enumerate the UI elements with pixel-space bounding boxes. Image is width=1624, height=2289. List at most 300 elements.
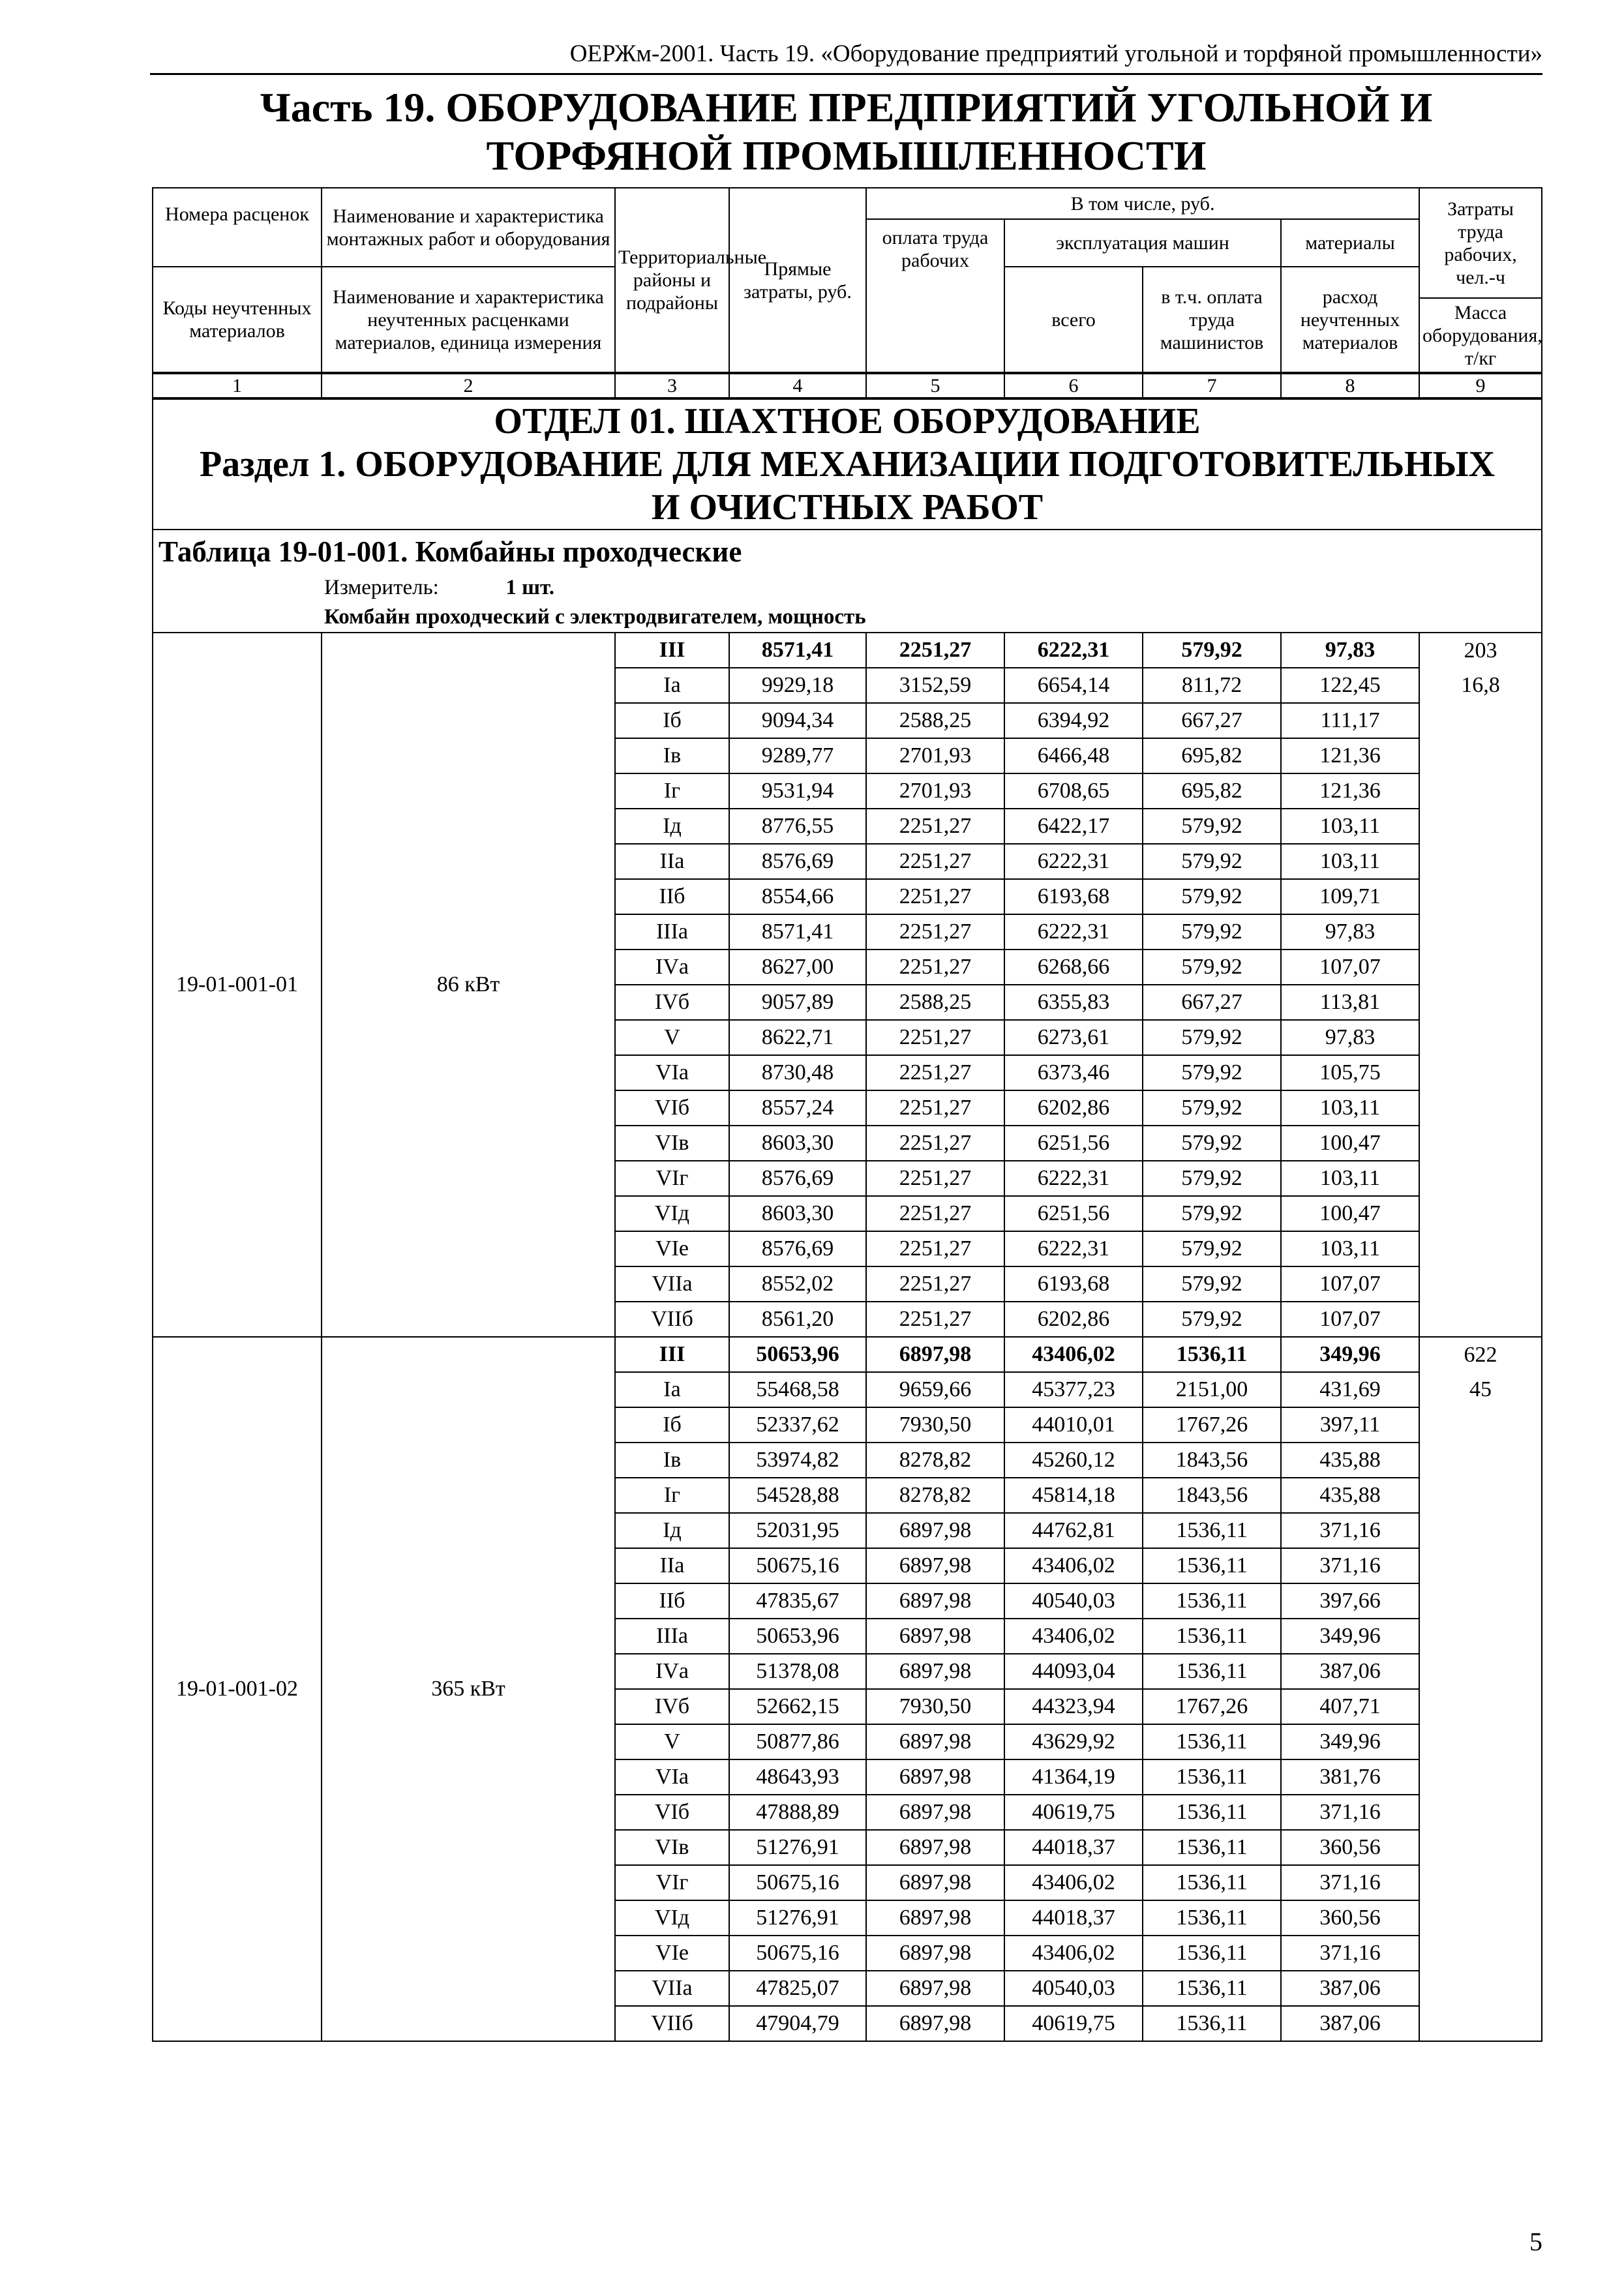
part-title-line-2: ТОРФЯНОЙ ПРОМЫШЛЕННОСТИ (486, 132, 1207, 179)
machines-total-cell: 44010,01 (1004, 1407, 1143, 1443)
part-title (150, 83, 1542, 180)
empty-cell (1419, 1478, 1542, 1513)
district-cell: Iа (615, 1372, 729, 1407)
machinist-pay-cell: 2151,00 (1143, 1372, 1281, 1407)
direct-costs-cell: 47825,07 (729, 1971, 866, 2006)
district-cell: Iа (615, 668, 729, 703)
direct-costs-cell: 8622,71 (729, 1020, 866, 1055)
materials-cell: 360,56 (1281, 1830, 1419, 1865)
district-cell: VIIб (615, 1302, 729, 1337)
worker-pay-cell: 2251,27 (866, 950, 1004, 985)
division-title-line-2: И ОЧИСТНЫХ РАБОТ (651, 487, 1044, 528)
direct-costs-cell: 9531,94 (729, 773, 866, 809)
district-cell: VIIа (615, 1971, 729, 2006)
column-numbers-row (153, 373, 1542, 398)
district-cell: VIв (615, 1830, 729, 1865)
worker-pay-cell: 2251,27 (866, 1196, 1004, 1231)
machinist-pay-cell: 579,92 (1143, 809, 1281, 844)
materials-cell: 109,71 (1281, 879, 1419, 914)
district-cell: VIа (615, 1759, 729, 1795)
worker-pay-cell: 2588,25 (866, 985, 1004, 1020)
table-row (153, 633, 1542, 668)
worker-pay-cell: 6897,98 (866, 1900, 1004, 1936)
direct-costs-cell: 8571,41 (729, 633, 866, 668)
materials-cell: 387,06 (1281, 1654, 1419, 1689)
direct-costs-cell: 47904,79 (729, 2006, 866, 2041)
col-header-including: В том числе, руб. (866, 188, 1419, 219)
labor-cost: 622 (1419, 1337, 1542, 1372)
direct-costs-cell: 50675,16 (729, 1865, 866, 1900)
materials-cell: 349,96 (1281, 1724, 1419, 1759)
district-cell: V (615, 1020, 729, 1055)
empty-cell (1419, 950, 1542, 985)
materials-cell: 107,07 (1281, 1302, 1419, 1337)
machinist-pay-cell: 1536,11 (1143, 1619, 1281, 1654)
machines-total-cell: 40540,03 (1004, 1971, 1143, 2006)
worker-pay-cell: 2251,27 (866, 809, 1004, 844)
direct-costs-cell: 8576,69 (729, 844, 866, 879)
direct-costs-cell: 54528,88 (729, 1478, 866, 1513)
machinist-pay-cell: 579,92 (1143, 1055, 1281, 1090)
machinist-pay-cell: 1536,11 (1143, 1724, 1281, 1759)
worker-pay-cell: 6897,98 (866, 1936, 1004, 1971)
materials-cell: 371,16 (1281, 1865, 1419, 1900)
machines-total-cell: 6273,61 (1004, 1020, 1143, 1055)
district-cell: Iд (615, 809, 729, 844)
materials-cell: 387,06 (1281, 1971, 1419, 2006)
district-cell: IIа (615, 1548, 729, 1583)
machines-total-cell: 43406,02 (1004, 1936, 1143, 1971)
machines-total-cell: 6222,31 (1004, 633, 1143, 668)
materials-cell: 371,16 (1281, 1936, 1419, 1971)
machinist-pay-cell: 1843,56 (1143, 1443, 1281, 1478)
column-number: 6 (1004, 373, 1143, 398)
worker-pay-cell: 2251,27 (866, 1090, 1004, 1126)
district-cell: IIIа (615, 1619, 729, 1654)
empty-cell (1419, 1724, 1542, 1759)
worker-pay-cell: 3152,59 (866, 668, 1004, 703)
machinist-pay-cell: 1536,11 (1143, 1548, 1281, 1583)
materials-cell: 121,36 (1281, 773, 1419, 809)
machines-total-cell: 6222,31 (1004, 914, 1143, 950)
col-header-worker-pay: оплата труда рабочих (866, 219, 1004, 373)
machines-total-cell: 6394,92 (1004, 703, 1143, 738)
col-header-machine-operation: эксплуатация машин (1004, 219, 1281, 267)
district-cell: VIг (615, 1161, 729, 1196)
direct-costs-cell: 48643,93 (729, 1759, 866, 1795)
machinist-pay-cell: 667,27 (1143, 985, 1281, 1020)
direct-costs-cell: 47835,67 (729, 1583, 866, 1619)
machines-total-cell: 40540,03 (1004, 1583, 1143, 1619)
direct-costs-cell: 9289,77 (729, 738, 866, 773)
table-row (153, 1337, 1542, 1372)
machines-total-cell: 43406,02 (1004, 1619, 1143, 1654)
empty-cell (1419, 1971, 1542, 2006)
empty-cell (1419, 2006, 1542, 2041)
empty-cell (1419, 1443, 1542, 1478)
district-cell: IIIа (615, 914, 729, 950)
materials-cell: 100,47 (1281, 1126, 1419, 1161)
empty-cell (1419, 1900, 1542, 1936)
district-cell: IVб (615, 985, 729, 1020)
empty-cell (1419, 1407, 1542, 1443)
direct-costs-cell: 9929,18 (729, 668, 866, 703)
worker-pay-cell: 2701,93 (866, 738, 1004, 773)
direct-costs-cell: 52662,15 (729, 1689, 866, 1724)
machines-total-cell: 6373,46 (1004, 1055, 1143, 1090)
direct-costs-cell: 8627,00 (729, 950, 866, 985)
worker-pay-cell: 6897,98 (866, 1548, 1004, 1583)
empty-cell (1419, 1090, 1542, 1126)
empty-cell (1419, 1689, 1542, 1724)
worker-pay-cell: 6897,98 (866, 1795, 1004, 1830)
column-number: 3 (615, 373, 729, 398)
district-cell: VIIб (615, 2006, 729, 2041)
col-header-materials: материалы (1281, 219, 1419, 267)
materials-cell: 407,71 (1281, 1689, 1419, 1724)
equipment-power: 86 кВт (322, 633, 615, 1337)
empty-cell (1419, 985, 1542, 1020)
col-header-machinist-pay: в т.ч. оплата труда машинистов (1143, 267, 1281, 373)
empty-cell (1419, 1161, 1542, 1196)
empty-cell (1419, 1548, 1542, 1583)
col-header-work-name: Наименование и характеристика монтажных работ и оборудования (322, 188, 615, 267)
machinist-pay-cell: 579,92 (1143, 1020, 1281, 1055)
header-divider (150, 73, 1542, 75)
district-cell: IIб (615, 1583, 729, 1619)
machinist-pay-cell: 579,92 (1143, 1196, 1281, 1231)
worker-pay-cell: 6897,98 (866, 1619, 1004, 1654)
col-header-rate-numbers: Номера расценок (153, 188, 322, 267)
worker-pay-cell: 8278,82 (866, 1478, 1004, 1513)
direct-costs-cell: 8730,48 (729, 1055, 866, 1090)
worker-pay-cell: 7930,50 (866, 1689, 1004, 1724)
machines-total-cell: 44018,37 (1004, 1900, 1143, 1936)
empty-cell (1419, 879, 1542, 914)
materials-cell: 97,83 (1281, 633, 1419, 668)
worker-pay-cell: 6897,98 (866, 1583, 1004, 1619)
materials-cell: 103,11 (1281, 844, 1419, 879)
materials-cell: 97,83 (1281, 914, 1419, 950)
empty-cell (1419, 1795, 1542, 1830)
machines-total-cell: 41364,19 (1004, 1759, 1143, 1795)
district-cell: VIб (615, 1090, 729, 1126)
col-header-material-consumption: расход неучтенных материалов (1281, 267, 1419, 373)
machinist-pay-cell: 579,92 (1143, 1126, 1281, 1161)
worker-pay-cell: 9659,66 (866, 1372, 1004, 1407)
worker-pay-cell: 7930,50 (866, 1407, 1004, 1443)
materials-cell: 397,11 (1281, 1407, 1419, 1443)
empty-cell (1419, 1619, 1542, 1654)
department-title: ОТДЕЛ 01. ШАХТНОЕ ОБОРУДОВАНИЕ (494, 401, 1201, 441)
machinist-pay-cell: 1536,11 (1143, 2006, 1281, 2041)
machines-total-cell: 43629,92 (1004, 1724, 1143, 1759)
machinist-pay-cell: 579,92 (1143, 1231, 1281, 1266)
materials-cell: 105,75 (1281, 1055, 1419, 1090)
machinist-pay-cell: 579,92 (1143, 1090, 1281, 1126)
subheading-spacer (153, 602, 322, 633)
machines-total-cell: 6251,56 (1004, 1126, 1143, 1161)
direct-costs-cell: 47888,89 (729, 1795, 866, 1830)
division-title-line-1: Раздел 1. ОБОРУДОВАНИЕ ДЛЯ МЕХАНИЗАЦИИ ПОДГОТОВИТЕЛЬНЫХ (199, 444, 1496, 485)
empty-cell (1419, 809, 1542, 844)
direct-costs-cell: 8776,55 (729, 809, 866, 844)
worker-pay-cell: 6897,98 (866, 1654, 1004, 1689)
materials-cell: 97,83 (1281, 1020, 1419, 1055)
materials-cell: 111,17 (1281, 703, 1419, 738)
worker-pay-cell: 8278,82 (866, 1443, 1004, 1478)
machines-total-cell: 6193,68 (1004, 1266, 1143, 1302)
district-cell: Iг (615, 773, 729, 809)
machines-total-cell: 43406,02 (1004, 1548, 1143, 1583)
empty-cell (1419, 844, 1542, 879)
worker-pay-cell: 6897,98 (866, 1337, 1004, 1372)
machinist-pay-cell: 1536,11 (1143, 1900, 1281, 1936)
empty-cell (1419, 1865, 1542, 1900)
district-cell: Iв (615, 738, 729, 773)
direct-costs-cell: 51378,08 (729, 1654, 866, 1689)
district-cell: Iб (615, 703, 729, 738)
materials-cell: 113,81 (1281, 985, 1419, 1020)
column-number: 4 (729, 373, 866, 398)
column-number: 1 (153, 373, 322, 398)
district-cell: VIа (615, 1055, 729, 1090)
direct-costs-cell: 52031,95 (729, 1513, 866, 1548)
direct-costs-cell: 50653,96 (729, 1619, 866, 1654)
district-cell: VIд (615, 1900, 729, 1936)
district-cell: VIе (615, 1936, 729, 1971)
direct-costs-cell: 51276,91 (729, 1900, 866, 1936)
measure-value: 1 шт. (505, 575, 554, 599)
district-cell: VIв (615, 1126, 729, 1161)
machinist-pay-cell: 811,72 (1143, 668, 1281, 703)
machines-total-cell: 6222,31 (1004, 1231, 1143, 1266)
column-number: 7 (1143, 373, 1281, 398)
labor-cost: 203 (1419, 633, 1542, 668)
direct-costs-cell: 8554,66 (729, 879, 866, 914)
machines-total-cell: 44762,81 (1004, 1513, 1143, 1548)
machinist-pay-cell: 1536,11 (1143, 1830, 1281, 1865)
machinist-pay-cell: 1767,26 (1143, 1407, 1281, 1443)
machinist-pay-cell: 579,92 (1143, 1161, 1281, 1196)
machines-total-cell: 6222,31 (1004, 1161, 1143, 1196)
column-number: 9 (1419, 373, 1542, 398)
district-cell: Iд (615, 1513, 729, 1548)
machinist-pay-cell: 579,92 (1143, 879, 1281, 914)
machinist-pay-cell: 579,92 (1143, 1266, 1281, 1302)
machines-total-cell: 45260,12 (1004, 1443, 1143, 1478)
table-title: Таблица 19-01-001. Комбайны проходческие (153, 530, 1542, 573)
materials-cell: 431,69 (1281, 1372, 1419, 1407)
empty-cell (1419, 1654, 1542, 1689)
materials-cell: 360,56 (1281, 1900, 1419, 1936)
machines-total-cell: 44323,94 (1004, 1689, 1143, 1724)
machinist-pay-cell: 1536,11 (1143, 1759, 1281, 1795)
machines-total-cell: 6202,86 (1004, 1302, 1143, 1337)
district-cell: VIг (615, 1865, 729, 1900)
column-number: 2 (322, 373, 615, 398)
machinist-pay-cell: 667,27 (1143, 703, 1281, 738)
materials-cell: 349,96 (1281, 1337, 1419, 1372)
empty-cell (1419, 1055, 1542, 1090)
direct-costs-cell: 8557,24 (729, 1090, 866, 1126)
empty-cell (1419, 773, 1542, 809)
col-header-territorial-districts: Территориальные районы и подрайоны (615, 188, 729, 373)
equipment-power: 365 кВт (322, 1337, 615, 2041)
materials-cell: 435,88 (1281, 1443, 1419, 1478)
direct-costs-cell: 52337,62 (729, 1407, 866, 1443)
materials-cell: 103,11 (1281, 1090, 1419, 1126)
col-header-material-names: Наименование и характеристика неучтенных расценками материалов, единица измерения (322, 267, 615, 373)
worker-pay-cell: 2588,25 (866, 703, 1004, 738)
district-cell: VIIа (615, 1266, 729, 1302)
materials-cell: 397,66 (1281, 1583, 1419, 1619)
materials-cell: 103,11 (1281, 1231, 1419, 1266)
machinist-pay-cell: 695,82 (1143, 738, 1281, 773)
machines-total-cell: 44093,04 (1004, 1654, 1143, 1689)
direct-costs-cell: 51276,91 (729, 1830, 866, 1865)
direct-costs-cell: 55468,58 (729, 1372, 866, 1407)
district-cell: IVа (615, 1654, 729, 1689)
direct-costs-cell: 8576,69 (729, 1231, 866, 1266)
machines-total-cell: 6193,68 (1004, 879, 1143, 914)
empty-cell (1419, 1231, 1542, 1266)
district-cell: IIб (615, 879, 729, 914)
district-cell: IIа (615, 844, 729, 879)
worker-pay-cell: 2251,27 (866, 1231, 1004, 1266)
worker-pay-cell: 2701,93 (866, 773, 1004, 809)
materials-cell: 381,76 (1281, 1759, 1419, 1795)
equipment-mass: 45 (1419, 1372, 1542, 1407)
machinist-pay-cell: 1536,11 (1143, 1513, 1281, 1548)
district-cell: III (615, 1337, 729, 1372)
district-cell: Iв (615, 1443, 729, 1478)
materials-cell: 122,45 (1281, 668, 1419, 703)
empty-cell (1419, 1513, 1542, 1548)
machines-total-cell: 6268,66 (1004, 950, 1143, 985)
district-cell: III (615, 633, 729, 668)
worker-pay-cell: 2251,27 (866, 1266, 1004, 1302)
machinist-pay-cell: 1536,11 (1143, 1654, 1281, 1689)
materials-cell: 349,96 (1281, 1619, 1419, 1654)
worker-pay-cell: 2251,27 (866, 633, 1004, 668)
empty-cell (1419, 1936, 1542, 1971)
machinist-pay-cell: 1536,11 (1143, 1337, 1281, 1372)
running-header: ОЕРЖм-2001. Часть 19. «Оборудование предприятий угольной и торфяной промышленности» (569, 40, 1542, 67)
empty-cell (1419, 1583, 1542, 1619)
worker-pay-cell: 2251,27 (866, 879, 1004, 914)
machines-total-cell: 6355,83 (1004, 985, 1143, 1020)
direct-costs-cell: 8576,69 (729, 1161, 866, 1196)
direct-costs-cell: 8561,20 (729, 1302, 866, 1337)
machinist-pay-cell: 579,92 (1143, 1302, 1281, 1337)
col-header-labor-costs: Затраты труда рабочих, чел.-ч (1419, 188, 1542, 298)
materials-cell: 371,16 (1281, 1548, 1419, 1583)
direct-costs-cell: 9094,34 (729, 703, 866, 738)
machines-total-cell: 45377,23 (1004, 1372, 1143, 1407)
worker-pay-cell: 2251,27 (866, 1302, 1004, 1337)
machines-total-cell: 43406,02 (1004, 1337, 1143, 1372)
measure-spacer (153, 573, 322, 602)
column-number: 8 (1281, 373, 1419, 398)
section-heading (153, 398, 1542, 530)
empty-cell (1419, 1020, 1542, 1055)
direct-costs-cell: 50675,16 (729, 1548, 866, 1583)
worker-pay-cell: 2251,27 (866, 1126, 1004, 1161)
materials-cell: 435,88 (1281, 1478, 1419, 1513)
worker-pay-cell: 6897,98 (866, 1971, 1004, 2006)
machines-total-cell: 6422,17 (1004, 809, 1143, 844)
worker-pay-cell: 2251,27 (866, 844, 1004, 879)
worker-pay-cell: 6897,98 (866, 1865, 1004, 1900)
district-cell: Iб (615, 1407, 729, 1443)
worker-pay-cell: 6897,98 (866, 1830, 1004, 1865)
rate-code: 19-01-001-02 (153, 1337, 322, 2041)
machinist-pay-cell: 1536,11 (1143, 1795, 1281, 1830)
worker-pay-cell: 2251,27 (866, 914, 1004, 950)
worker-pay-cell: 2251,27 (866, 1055, 1004, 1090)
machinist-pay-cell: 695,82 (1143, 773, 1281, 809)
district-cell: Iг (615, 1478, 729, 1513)
direct-costs-cell: 50653,96 (729, 1337, 866, 1372)
worker-pay-cell: 6897,98 (866, 1724, 1004, 1759)
materials-cell: 107,07 (1281, 1266, 1419, 1302)
direct-costs-cell: 50877,86 (729, 1724, 866, 1759)
empty-cell (1419, 1830, 1542, 1865)
direct-costs-cell: 8571,41 (729, 914, 866, 950)
materials-cell: 100,47 (1281, 1196, 1419, 1231)
machinist-pay-cell: 579,92 (1143, 633, 1281, 668)
materials-cell: 107,07 (1281, 950, 1419, 985)
col-header-direct-costs: Прямые затраты, руб. (729, 188, 866, 373)
measure-line (322, 573, 1542, 602)
district-cell: V (615, 1724, 729, 1759)
machinist-pay-cell: 1843,56 (1143, 1478, 1281, 1513)
machines-total-cell: 44018,37 (1004, 1830, 1143, 1865)
empty-cell (1419, 738, 1542, 773)
direct-costs-cell: 8603,30 (729, 1126, 866, 1161)
machines-total-cell: 40619,75 (1004, 1795, 1143, 1830)
empty-cell (1419, 1196, 1542, 1231)
machinist-pay-cell: 1536,11 (1143, 1971, 1281, 2006)
materials-cell: 371,16 (1281, 1795, 1419, 1830)
rate-code: 19-01-001-01 (153, 633, 322, 1337)
empty-cell (1419, 1126, 1542, 1161)
materials-cell: 121,36 (1281, 738, 1419, 773)
worker-pay-cell: 2251,27 (866, 1161, 1004, 1196)
empty-cell (1419, 703, 1542, 738)
machinist-pay-cell: 579,92 (1143, 914, 1281, 950)
materials-cell: 103,11 (1281, 809, 1419, 844)
page-number: 5 (1529, 2227, 1542, 2256)
direct-costs-cell: 9057,89 (729, 985, 866, 1020)
materials-cell: 387,06 (1281, 2006, 1419, 2041)
part-title-line-1: Часть 19. ОБОРУДОВАНИЕ ПРЕДПРИЯТИЙ УГОЛЬНОЙ И (260, 84, 1433, 130)
machinist-pay-cell: 1767,26 (1143, 1689, 1281, 1724)
worker-pay-cell: 6897,98 (866, 2006, 1004, 2041)
district-cell: VIб (615, 1795, 729, 1830)
equipment-subheading: Комбайн проходческий с электродвигателем, мощность (322, 602, 1542, 633)
machinist-pay-cell: 1536,11 (1143, 1865, 1281, 1900)
machinist-pay-cell: 1536,11 (1143, 1583, 1281, 1619)
materials-cell: 371,16 (1281, 1513, 1419, 1548)
direct-costs-cell: 50675,16 (729, 1936, 866, 1971)
rates-table (152, 187, 1542, 2042)
empty-cell (1419, 1302, 1542, 1337)
col-header-machines-total: всего (1004, 267, 1143, 373)
machines-total-cell: 6708,65 (1004, 773, 1143, 809)
district-cell: IVб (615, 1689, 729, 1724)
